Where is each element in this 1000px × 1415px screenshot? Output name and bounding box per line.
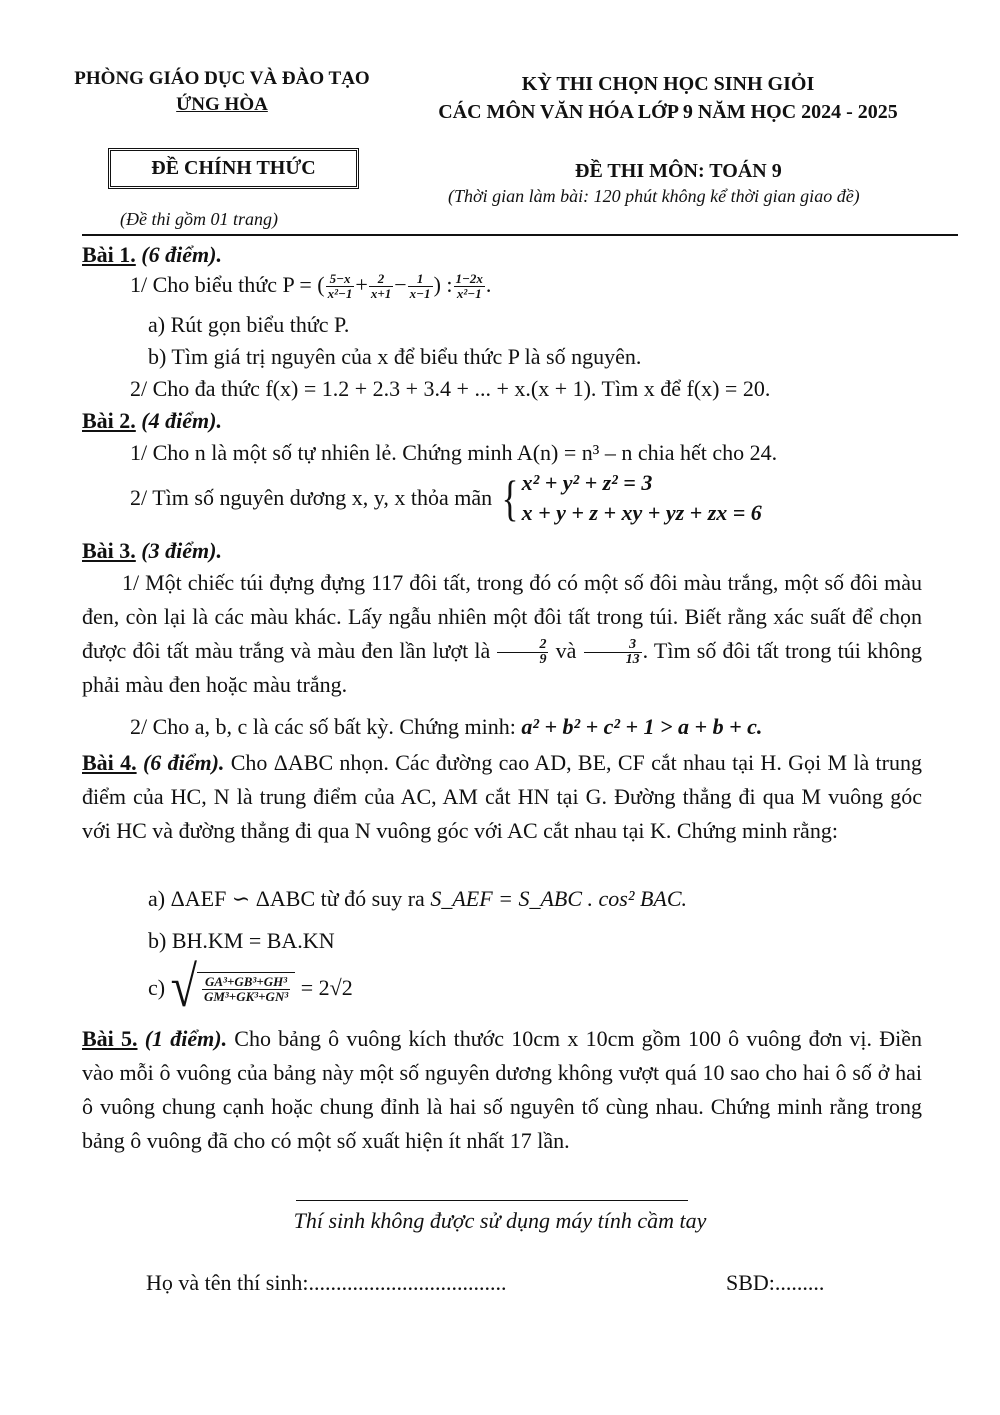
- sqrt-expression: √ $\frac{\text{GA³+GB³+GH³}}{\text{GM³+GK³+GN³}}$: [171, 964, 296, 1012]
- fraction: $\frac{5-x}{\text{x²−1}}$: [327, 271, 353, 302]
- footer-note: Thí sinh không được sử dụng máy tính cầm tay: [293, 1208, 707, 1233]
- department-line1: PHÒNG GIÁO DỤC VÀ ĐÀO TẠO: [74, 68, 370, 89]
- header-divider: [82, 234, 958, 236]
- bai3-q1: 1/ Một chiếc túi đựng đựng 117 đôi tất, trong đó có một số đôi màu trắng, một số đôi màu đen, còn lại là các màu khác. Lấy ngẫu nhiên một đôi tất trong túi. Biết rằng xác suất để chọn được đôi tất màu trắng và màu đen lần lượt là $\frac{2}{9}$ và $\frac{3}{13}$ . Tìm số đôi tất trong túi không phải màu đen hoặc màu trắng.: [82, 570, 923, 697]
- system-brace: {: [501, 470, 518, 526]
- department-line2: ỨNG HÒA: [176, 94, 268, 115]
- bai5-text: Bài 5. (1 điểm). Cho bảng ô vuông kích thước 10cm x 10cm gồm 100 ô vuông đơn vị. Điền vào mỗi ô vuông của bảng này một số nguyên dương không vượt quá 10 sao cho hai ô số ở hai ô vuông chung cạnh hoặc chung đỉnh là hai số nguyên tố cùng nhau. Chứng minh rằng trong bảng ô vuông đã cho có một số xuất hiện ít nhất 17 lần.: [82, 1026, 923, 1153]
- fraction: $\frac{2}{x+1}$: [370, 271, 392, 302]
- page-count-note: (Đề thi gồm 01 trang): [120, 209, 278, 229]
- bai4-qb: b) BH.KM = BA.KN: [148, 928, 335, 953]
- time-note: (Thời gian làm bài: 120 phút không kể thời gian giao đề): [448, 186, 860, 206]
- bai4-text: Bài 4. (6 điểm). Cho ΔABC nhọn. Các đường cao AD, BE, CF cắt nhau tại H. Gọi M là trung điểm của HC, N là trung điểm của AC, AM cắt HN tại G. Đường thẳng đi qua M vuông góc với HC và đường thẳng đi qua N vuông góc với AC cắt nhau tại K. Chứng minh rằng:: [82, 750, 922, 843]
- fraction: $\frac{1-2x}{\text{x²−1}}$: [455, 271, 483, 302]
- bai2-q2: 2/ Tìm số nguyên dương x, y, x thỏa mãn { x² + y² + z² = 3 x + y + z + xy + yz + zx = 6: [130, 470, 762, 526]
- bai1-q2: 2/ Cho đa thức f(x) = 1.2 + 2.3 + 3.4 + ... + x.(x + 1). Tìm x để f(x) = 20.: [130, 376, 771, 401]
- candidate-number-field: SBD:.........: [726, 1270, 825, 1295]
- bai3-q2: 2/ Cho a, b, c là các số bất kỳ. Chứng minh: a² + b² + c² + 1 > a + b + c.: [130, 714, 763, 739]
- exam-title-line1: KỲ THI CHỌN HỌC SINH GIỎI: [521, 73, 815, 95]
- official-exam-box: ĐỀ CHÍNH THỨC: [108, 148, 359, 189]
- radical-sign: √: [170, 955, 197, 1020]
- footer-divider: [296, 1200, 688, 1201]
- fraction: $\frac{2}{9}$: [497, 638, 548, 667]
- bai2-heading: Bài 2. (4 điểm).: [82, 408, 222, 433]
- bai2-q1: 1/ Cho n là một số tự nhiên lẻ. Chứng minh A(n) = n³ – n chia hết cho 24.: [130, 440, 778, 465]
- candidate-name-field: Họ và tên thí sinh:....................................: [146, 1270, 507, 1295]
- exam-title-line2: CÁC MÔN VĂN HÓA LỚP 9 NĂM HỌC 2024 - 2025: [438, 101, 898, 123]
- fraction: $\frac{3}{13}$: [584, 638, 642, 667]
- department-name: [72, 66, 372, 118]
- bai4-qc: c) √ $\frac{\text{GA³+GB³+GH³}}{\text{GM³+GK³+GN³}}$ = 2√2: [148, 955, 353, 1020]
- bai1-heading: Bài 1. (6 điểm).: [82, 242, 222, 267]
- fraction: $\frac{1}{x-1}$: [409, 271, 431, 302]
- equation-system: x² + y² + z² = 3 x + y + z + xy + yz + zx = 6: [521, 470, 762, 525]
- bai1-q1: 1/ Cho biểu thức P = ( $\frac{5-x}{\text{x²−1}}$ + $\frac{2}{x+1}$ − $\frac{1}{x-1}$ ) : $\frac{1-2x}{\text{x²−1}}$ .: [130, 271, 492, 302]
- bai1-qa: a) Rút gọn biểu thức P.: [148, 312, 350, 337]
- bai1-qb: b) Tìm giá trị nguyên của x để biểu thức P là số nguyên.: [148, 344, 642, 369]
- bai3-heading: Bài 3. (3 điểm).: [82, 538, 222, 563]
- exam-title: [398, 70, 938, 126]
- subject-label: ĐỀ THI MÔN: TOÁN 9: [575, 160, 782, 182]
- bai4-qa: a) ΔAEF ∽ ΔABC từ đó suy ra S_AEF = S_ABC . cos² BAC.: [148, 886, 687, 911]
